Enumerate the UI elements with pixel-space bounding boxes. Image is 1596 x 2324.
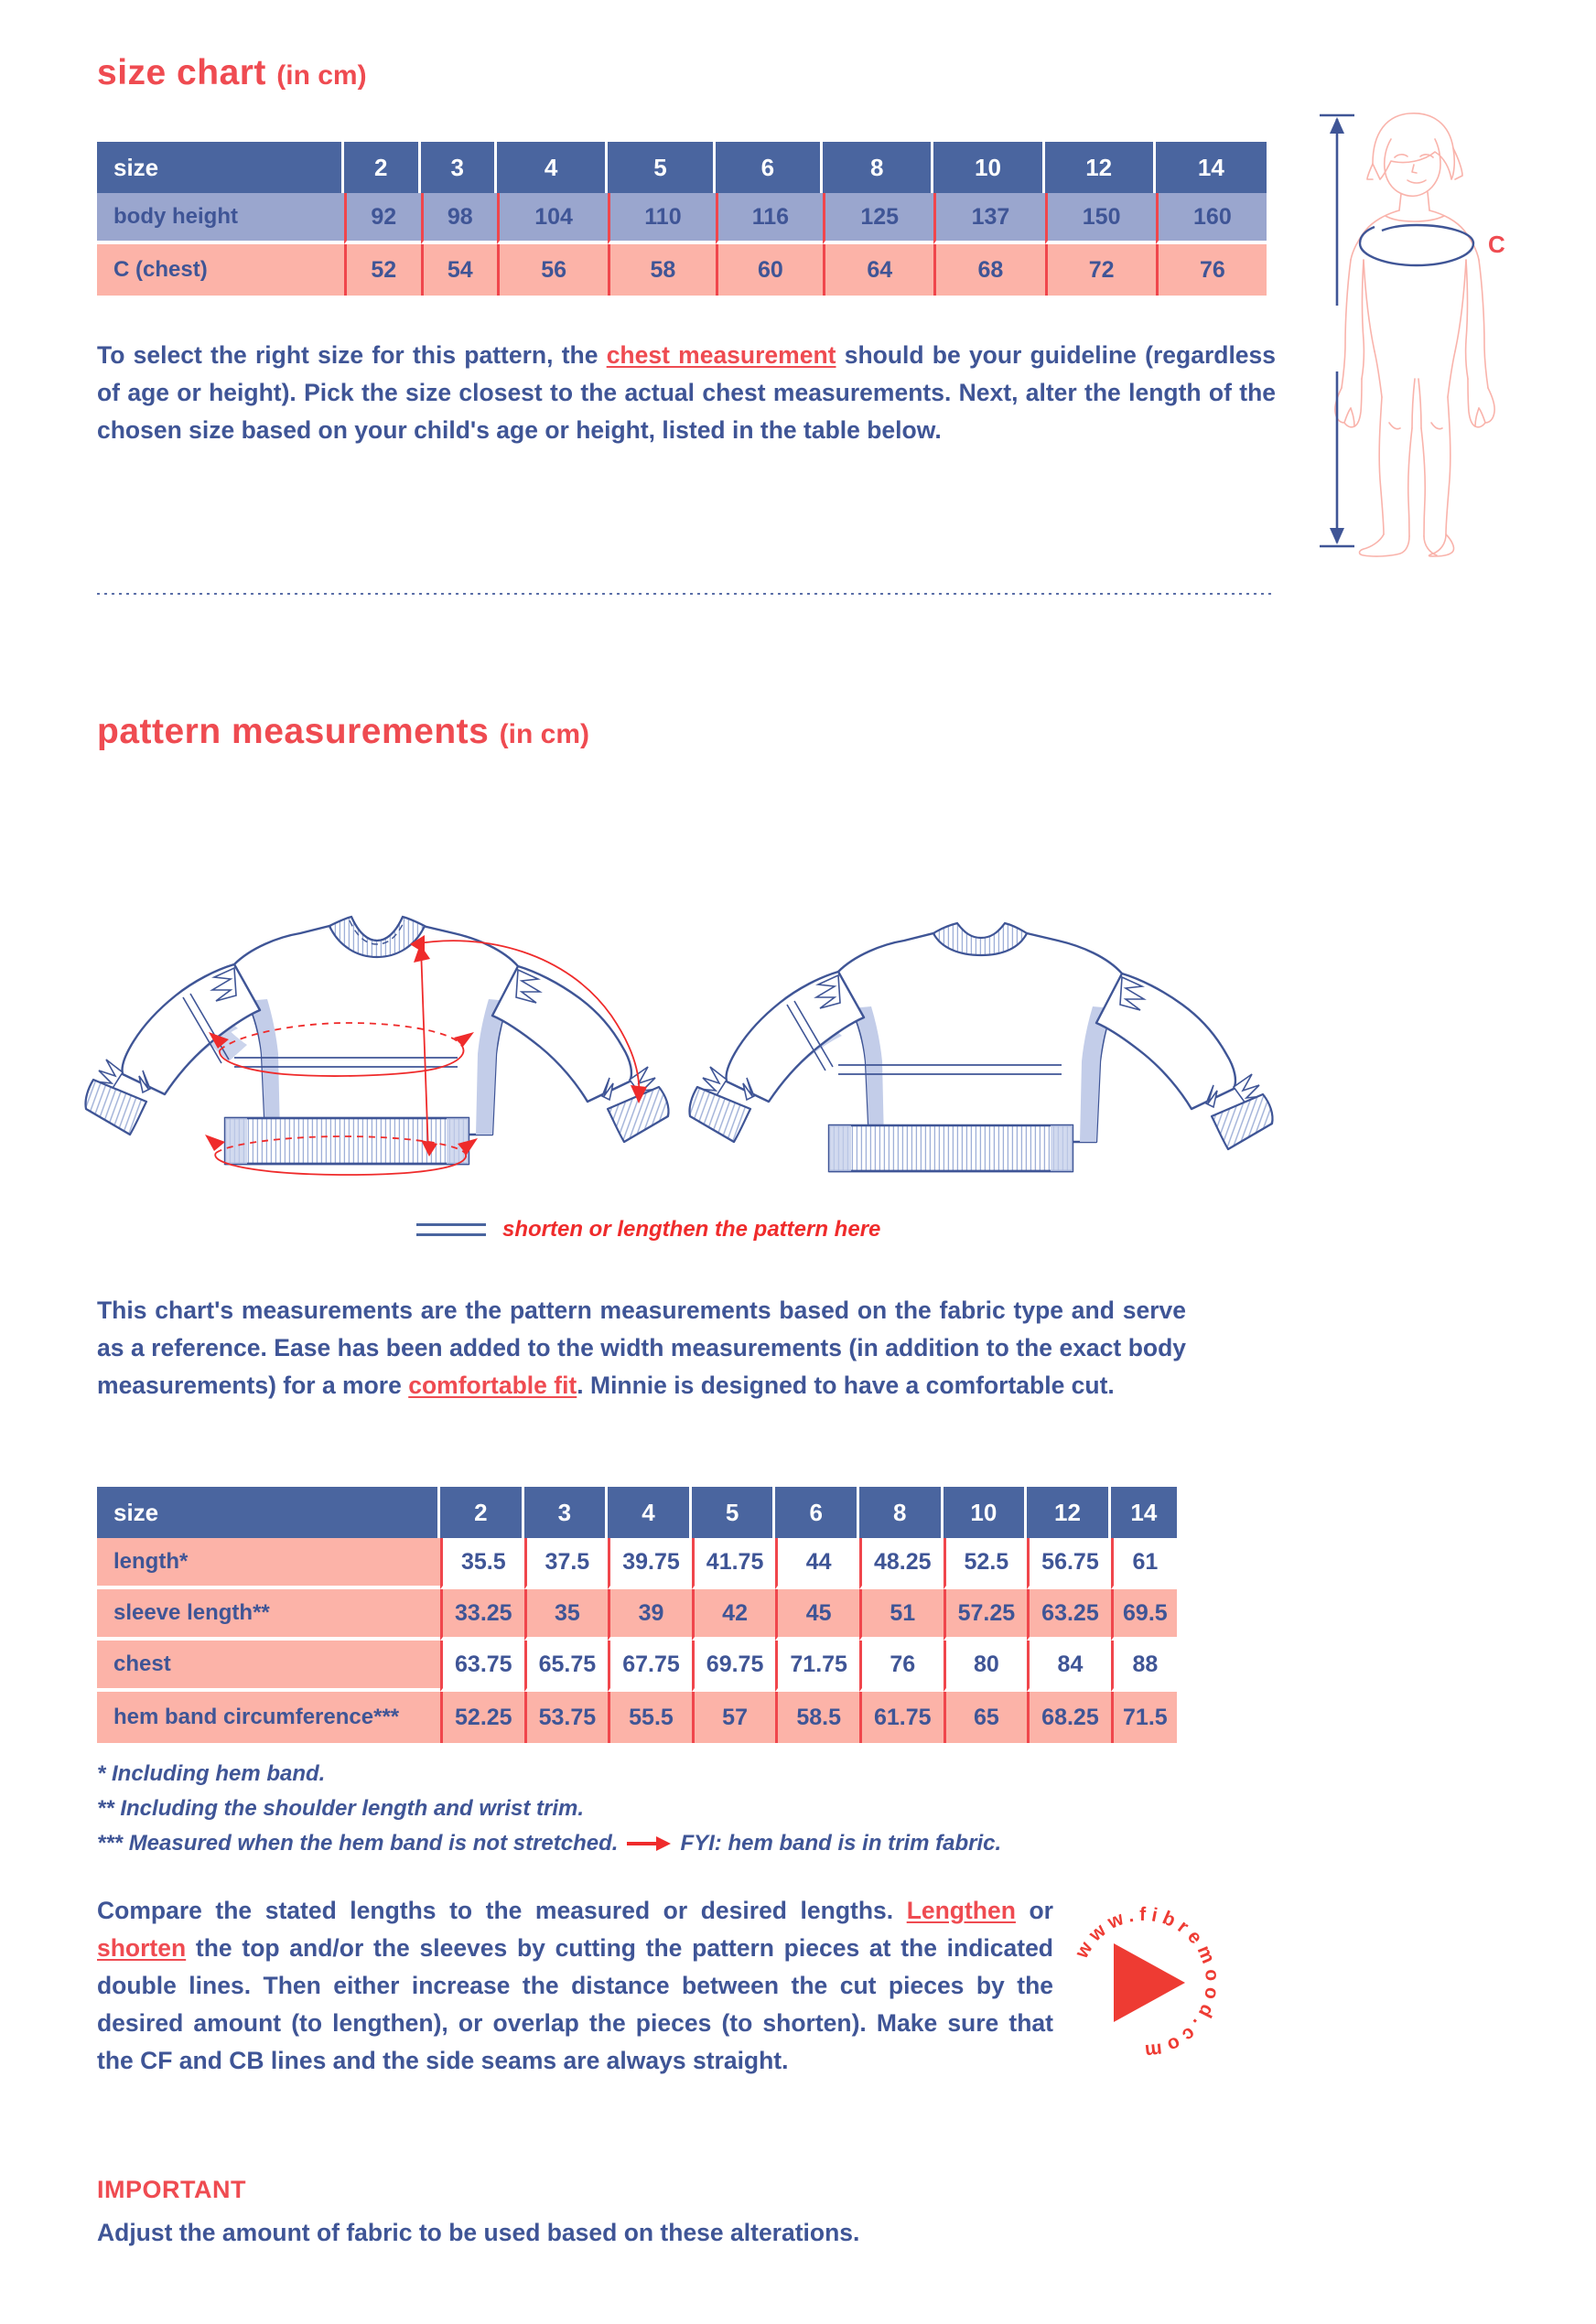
pattern-table-cell-2-0: 63.75 — [440, 1641, 524, 1692]
footnote-2-text: ** Including the shoulder length and wrist trim. — [97, 1796, 585, 1821]
size-chart-cell-0-5: 125 — [823, 193, 933, 244]
size-chart-header-label: size — [97, 142, 344, 193]
pattern-table-cell-3-7: 68.25 — [1027, 1692, 1111, 1743]
height-arrow-down-icon — [1330, 528, 1344, 544]
alteration-part-b: or — [1015, 1897, 1053, 1924]
pattern-table-header-size-8: 14 — [1111, 1487, 1177, 1538]
pattern-table-cell-0-1: 37.5 — [524, 1538, 609, 1589]
pattern-table-cell-2-8: 88 — [1111, 1641, 1177, 1692]
pattern-table-cell-3-6: 65 — [944, 1692, 1028, 1743]
size-intro-paragraph — [97, 337, 1276, 449]
size-chart-cell-0-4: 116 — [716, 193, 823, 244]
table-footnotes — [97, 1757, 1001, 1861]
pattern-table-cell-1-8: 69.5 — [1111, 1589, 1177, 1641]
pattern-intro-part-a: This chart's measurements are the pattern measurements based on the fabric type and serve as a reference. Ease has been added to the width measurements (in addition to the exact body measurements) for a more — [97, 1296, 1186, 1399]
pattern-table-cell-0-2: 39.75 — [608, 1538, 692, 1589]
table-row — [97, 1692, 1177, 1743]
table-row — [97, 1589, 1177, 1641]
size-chart-cell-0-2: 104 — [497, 193, 608, 244]
pattern-measurements-heading-main: pattern measurements — [97, 712, 490, 751]
alteration-part-a: Compare the stated lengths to the measured or desired lengths. — [97, 1897, 907, 1924]
pattern-table-header-size-2: 4 — [608, 1487, 692, 1538]
pattern-table-header-size-7: 12 — [1027, 1487, 1111, 1538]
play-triangle-icon — [1114, 1943, 1185, 2022]
pattern-table-cell-1-5: 51 — [859, 1589, 944, 1641]
size-chart-cell-0-8: 160 — [1156, 193, 1267, 244]
footnote-1 — [97, 1757, 1001, 1791]
pattern-measurements-table — [97, 1487, 1177, 1743]
pattern-table-cell-3-1: 53.75 — [524, 1692, 609, 1743]
size-intro-part-a: To select the right size for this pattern, the — [97, 341, 607, 369]
pattern-table-cell-3-3: 57 — [692, 1692, 776, 1743]
pattern-measurements-heading-unit: (in cm) — [499, 719, 590, 749]
pattern-table-cell-3-0: 52.25 — [440, 1692, 524, 1743]
footnote-1-text: * Including hem band. — [97, 1761, 326, 1786]
pattern-table-header-label: size — [97, 1487, 440, 1538]
table-row — [97, 193, 1267, 244]
important-heading: IMPORTANT — [97, 2176, 246, 2203]
size-chart-cell-1-0: 52 — [344, 244, 421, 296]
pattern-table-cell-2-7: 84 — [1027, 1641, 1111, 1692]
table-row — [97, 244, 1267, 296]
pattern-measurements-heading — [97, 712, 589, 752]
pattern-table-header-size-5: 8 — [859, 1487, 944, 1538]
size-chart-header-size-1: 3 — [421, 142, 498, 193]
size-chart-header-size-4: 6 — [716, 142, 823, 193]
comfortable-fit-link[interactable]: comfortable fit — [408, 1372, 577, 1399]
size-chart-row-label-1: C (chest) — [97, 244, 344, 296]
pattern-table-header-size-6: 10 — [944, 1487, 1028, 1538]
size-chart-header-size-3: 5 — [608, 142, 715, 193]
pattern-table-cell-3-2: 55.5 — [608, 1692, 692, 1743]
pattern-table-cell-1-2: 39 — [608, 1589, 692, 1641]
pattern-table-cell-2-6: 80 — [944, 1641, 1028, 1692]
table-row — [97, 1641, 1177, 1692]
pattern-table-cell-2-1: 65.75 — [524, 1641, 609, 1692]
chest-measurement-link[interactable]: chest measurement — [606, 341, 836, 369]
sweater-front-view — [85, 917, 668, 1175]
pattern-table-cell-0-6: 52.5 — [944, 1538, 1028, 1589]
pattern-table-cell-2-2: 67.75 — [608, 1641, 692, 1692]
size-chart-cell-1-8: 76 — [1156, 244, 1267, 296]
size-chart-cell-0-6: 137 — [933, 193, 1044, 244]
technical-drawings — [55, 787, 1281, 1189]
pattern-table-cell-0-7: 56.75 — [1027, 1538, 1111, 1589]
size-chart-heading — [97, 53, 367, 93]
pattern-table-cell-2-5: 76 — [859, 1641, 944, 1692]
right-arrow-icon — [627, 1834, 671, 1853]
shorten-link[interactable]: shorten — [97, 1934, 187, 1962]
fibremood-logo-svg — [1057, 1896, 1231, 2070]
size-chart-header-size-2: 4 — [497, 142, 608, 193]
size-chart-table — [97, 142, 1267, 296]
size-chart-header-size-7: 12 — [1045, 142, 1156, 193]
pattern-table-row-label-0: length* — [97, 1538, 440, 1589]
size-chart-cell-1-5: 64 — [823, 244, 933, 296]
sweater-illustrations-svg — [55, 787, 1281, 1189]
chest-label: C — [1488, 231, 1505, 258]
pattern-table-header-size-4: 6 — [775, 1487, 859, 1538]
size-chart-cell-1-1: 54 — [421, 244, 498, 296]
pattern-table-cell-1-4: 45 — [775, 1589, 859, 1641]
size-chart-cell-1-6: 68 — [933, 244, 1044, 296]
lengthen-link[interactable]: Lengthen — [906, 1897, 1016, 1924]
important-body: Adjust the amount of fabric to be used based on these alterations. — [97, 2219, 860, 2246]
pattern-table-cell-1-6: 57.25 — [944, 1589, 1028, 1641]
size-chart-tbody — [97, 193, 1267, 296]
fibremood-logo-text: www.fibremood.com — [1071, 1903, 1224, 2062]
legend-label: shorten or lengthen the pattern here — [502, 1217, 881, 1242]
size-chart-header-size-5: 8 — [823, 142, 933, 193]
shorten-lengthen-legend — [416, 1217, 880, 1243]
pattern-table-thead — [97, 1487, 1177, 1538]
pattern-table-row-label-1: sleeve length** — [97, 1589, 440, 1641]
size-chart-cell-0-0: 92 — [344, 193, 421, 244]
pattern-table-cell-0-5: 48.25 — [859, 1538, 944, 1589]
size-chart-thead — [97, 142, 1267, 193]
size-chart-cell-0-3: 110 — [608, 193, 715, 244]
pattern-table-tbody — [97, 1538, 1177, 1743]
size-chart-cell-1-3: 58 — [608, 244, 715, 296]
pattern-table-cell-0-0: 35.5 — [440, 1538, 524, 1589]
child-body-figure — [1307, 77, 1563, 571]
pattern-table-header-size-3: 5 — [692, 1487, 776, 1538]
double-line-icon — [416, 1223, 486, 1236]
size-chart-cell-1-2: 56 — [497, 244, 608, 296]
alteration-part-c: the top and/or the sleeves by cutting the pattern pieces at the indicated double lines. Then either increase the distance between the cut pieces by the desired amount (to lengthen), or overlap the pieces (to shorten). Make sure that the CF and CB lines and the side seams are always straight. — [97, 1934, 1053, 2074]
pattern-table-cell-3-4: 58.5 — [775, 1692, 859, 1743]
pattern-table-cell-1-0: 33.25 — [440, 1589, 524, 1641]
size-chart-cell-1-7: 72 — [1045, 244, 1156, 296]
footnote-3 — [97, 1826, 1001, 1861]
pattern-table-cell-1-3: 42 — [692, 1589, 776, 1641]
pattern-table-cell-2-4: 71.75 — [775, 1641, 859, 1692]
size-chart-heading-main: size chart — [97, 53, 266, 92]
pattern-table-cell-0-3: 41.75 — [692, 1538, 776, 1589]
footnote-3-text-a: *** Measured when the hem band is not stretched. — [97, 1831, 619, 1856]
pattern-table-header-size-1: 3 — [524, 1487, 609, 1538]
pattern-table-cell-2-3: 69.75 — [692, 1641, 776, 1692]
size-chart-header-row — [97, 142, 1267, 193]
size-intro-part-b: should be your guideline (regardless of age or height). Pick the size closest to the actual chest measurements. Next, alter the length of the chosen size based on your child's age or height, listed in the table below. — [97, 341, 1277, 444]
pattern-intro-paragraph — [97, 1292, 1186, 1404]
fibremood-logo[interactable] — [1057, 1896, 1231, 2070]
size-chart-cell-0-1: 98 — [421, 193, 498, 244]
pattern-table-row-label-3: hem band circumference*** — [97, 1692, 440, 1743]
pattern-table-cell-1-1: 35 — [524, 1589, 609, 1641]
pattern-table-cell-0-8: 61 — [1111, 1538, 1177, 1589]
footnote-3-text-b: FYI: hem band is in trim fabric. — [680, 1831, 1002, 1856]
size-chart-cell-1-4: 60 — [716, 244, 823, 296]
pattern-table-row-label-2: chest — [97, 1641, 440, 1692]
table-row — [97, 1538, 1177, 1589]
size-chart-heading-unit: (in cm) — [276, 60, 367, 91]
footnote-2 — [97, 1791, 1001, 1826]
size-chart-header-size-6: 10 — [933, 142, 1044, 193]
alteration-paragraph — [97, 1892, 1053, 2080]
pattern-table-header-row — [97, 1487, 1177, 1538]
height-arrow-up-icon — [1330, 117, 1344, 134]
pattern-table-header-size-0: 2 — [440, 1487, 524, 1538]
child-figure-svg — [1307, 77, 1563, 571]
pattern-table-cell-1-7: 63.25 — [1027, 1589, 1111, 1641]
pattern-table-cell-3-8: 71.5 — [1111, 1692, 1177, 1743]
section-divider — [97, 593, 1276, 595]
sweater-back-view — [689, 923, 1272, 1171]
pattern-table-cell-3-5: 61.75 — [859, 1692, 944, 1743]
pattern-intro-part-b: . Minnie is designed to have a comfortable cut. — [577, 1372, 1115, 1399]
pattern-table-cell-0-4: 44 — [775, 1538, 859, 1589]
size-chart-header-size-0: 2 — [344, 142, 421, 193]
size-chart-cell-0-7: 150 — [1045, 193, 1156, 244]
size-chart-row-label-0: body height — [97, 193, 344, 244]
chest-measure-line — [1360, 225, 1473, 265]
size-chart-header-size-8: 14 — [1156, 142, 1267, 193]
